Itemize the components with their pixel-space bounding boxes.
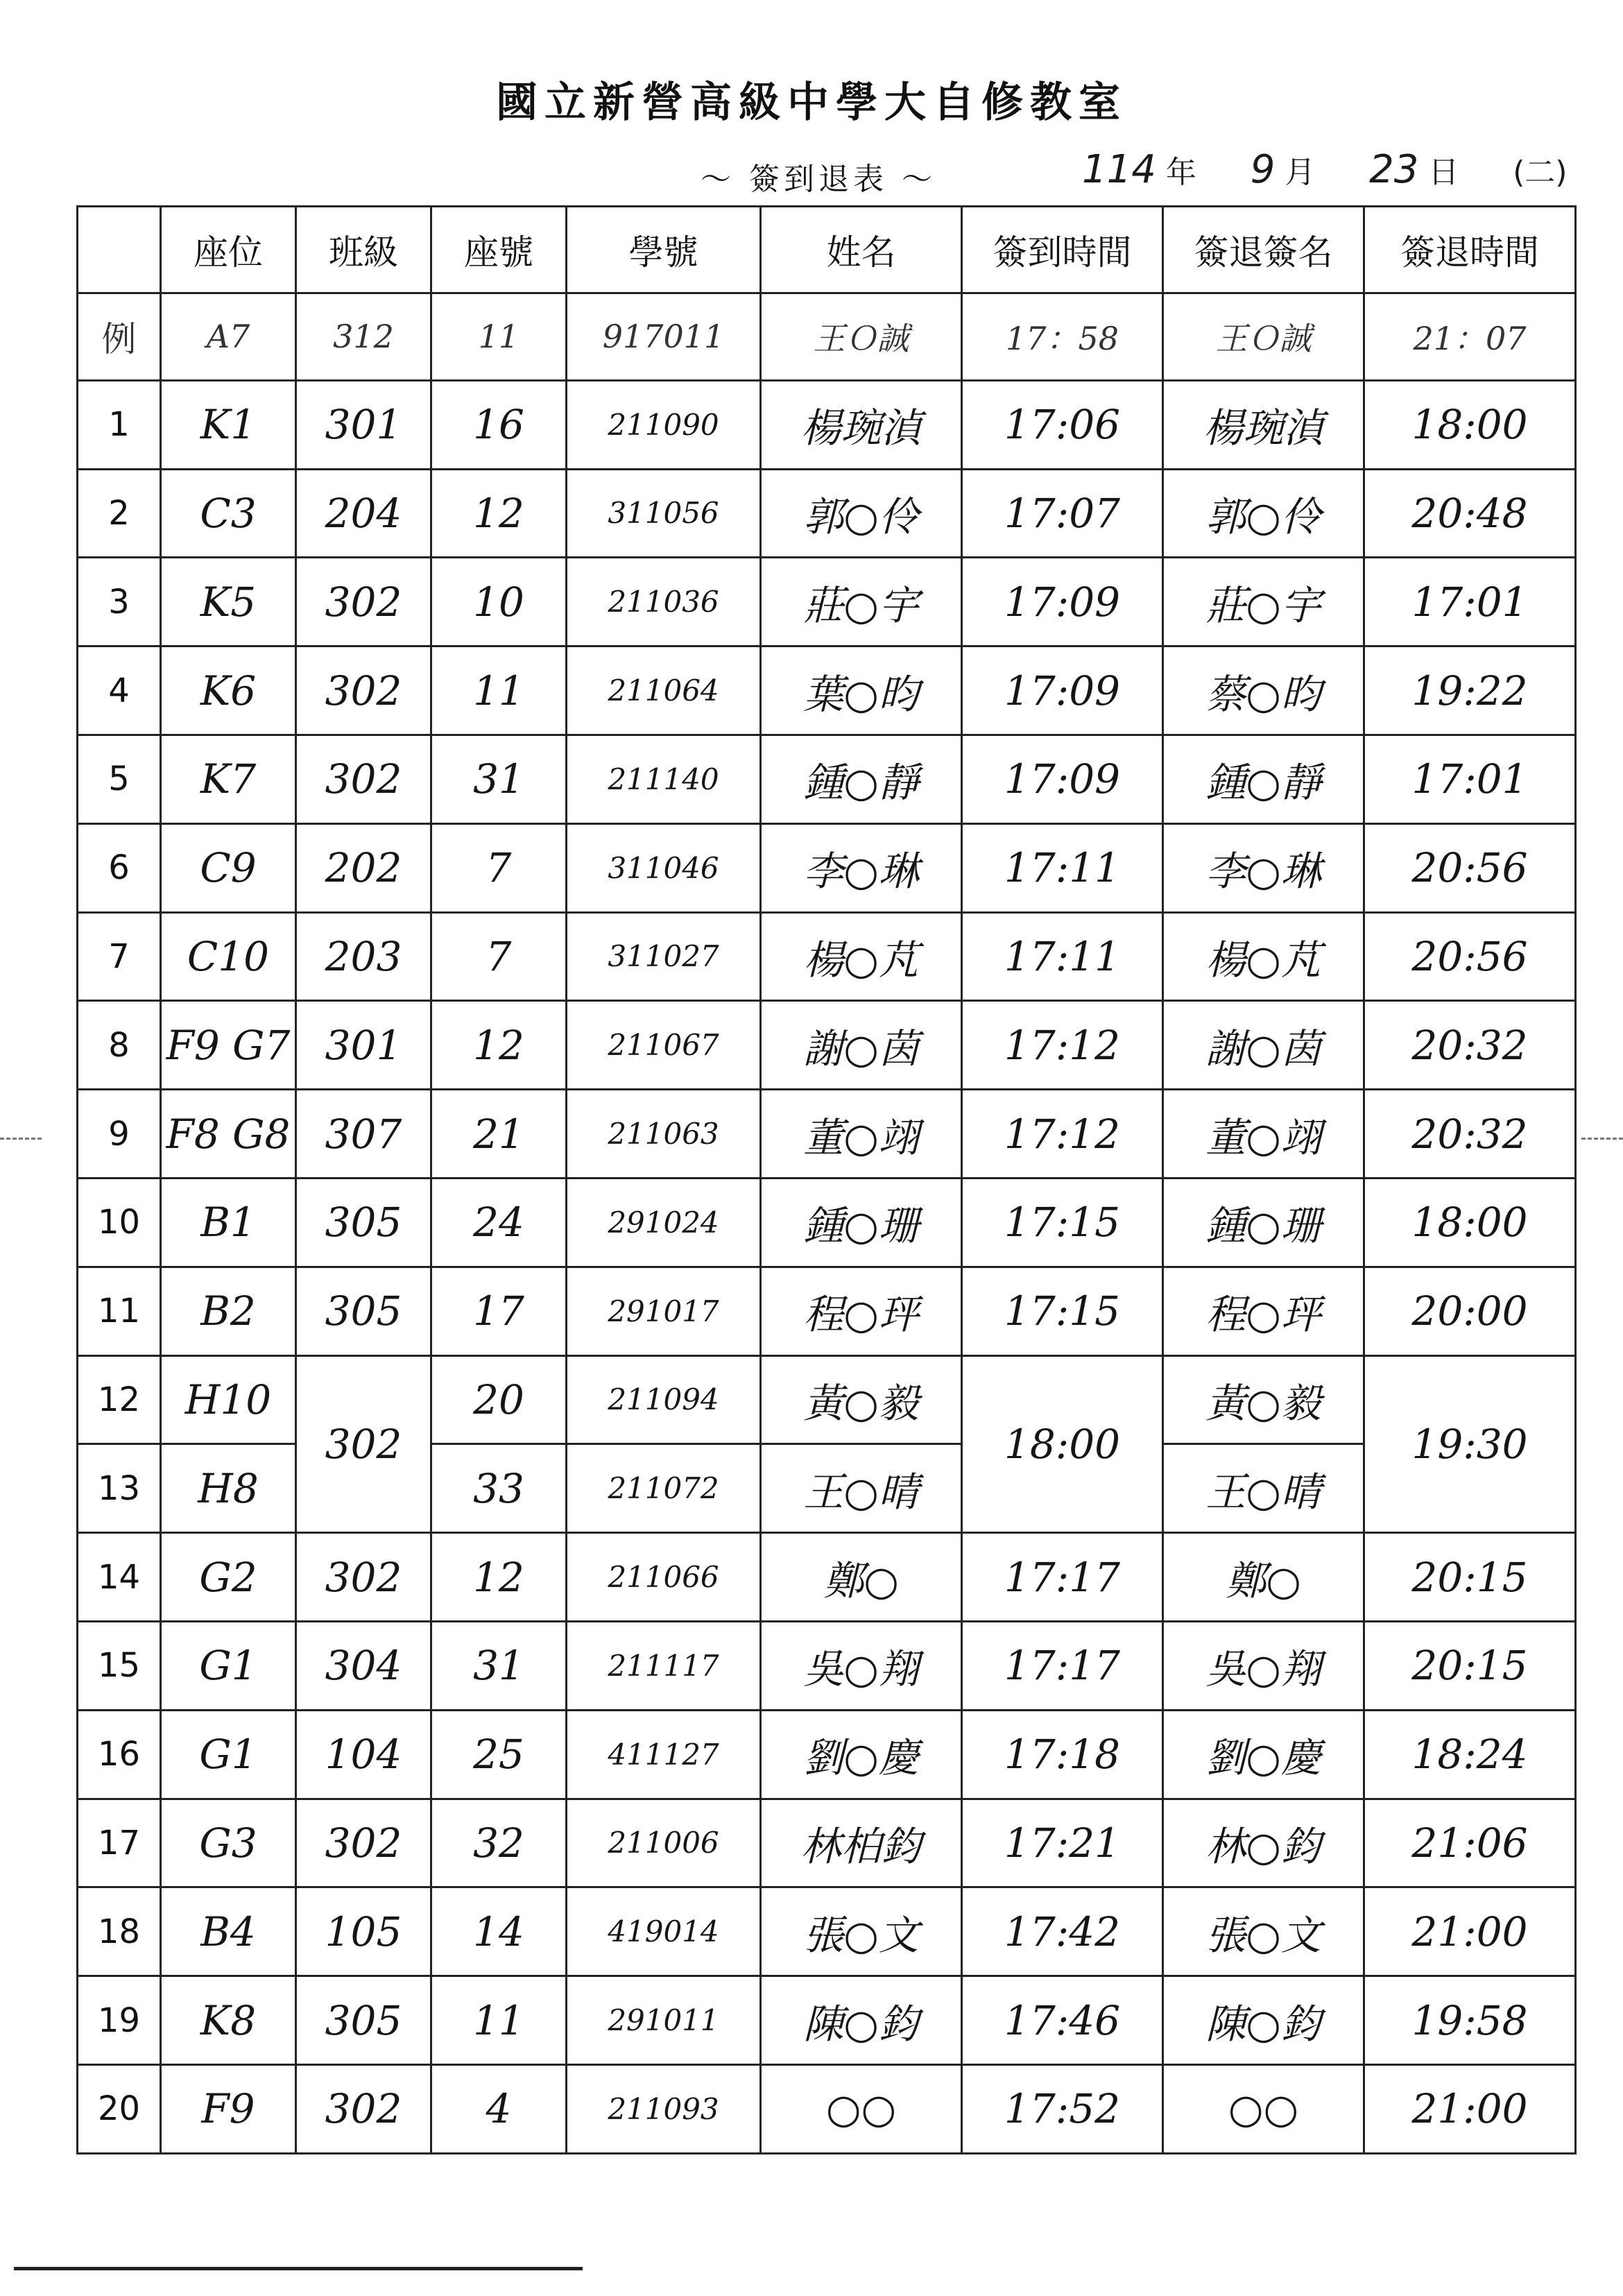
name-cell[interactable]: 鍾○靜 <box>761 735 962 823</box>
checkout-cell[interactable]: 20:48 <box>1364 469 1576 558</box>
signature-cell[interactable]: 吳○翔 <box>1163 1621 1364 1710</box>
checkin-cell[interactable]: 17:12 <box>962 1001 1163 1090</box>
date-day-unit: 日 <box>1428 155 1459 190</box>
number-cell[interactable]: 25 <box>431 1710 567 1799</box>
seat-cell[interactable]: G3 <box>161 1799 296 1887</box>
class-cell[interactable]: 302 <box>296 2064 431 2153</box>
name-cell[interactable]: 莊○宇 <box>761 558 962 646</box>
checkin-cell[interactable]: 17:09 <box>962 735 1163 823</box>
number-cell[interactable]: 11 <box>431 1976 567 2065</box>
student-id-cell[interactable]: 291017 <box>567 1267 761 1355</box>
row-number: 14 <box>78 1533 161 1622</box>
header-row <box>78 207 1576 293</box>
column-header-number: 座號 <box>431 207 567 293</box>
seat-cell[interactable]: B2 <box>161 1267 296 1355</box>
row-number: 13 <box>78 1444 161 1533</box>
table-row <box>78 1621 1576 1710</box>
number-cell[interactable]: 4 <box>431 2064 567 2153</box>
checkin-cell[interactable]: 17:15 <box>962 1267 1163 1355</box>
signature-cell[interactable]: 郭○伶 <box>1163 469 1364 558</box>
checkin-cell[interactable]: 17:18 <box>962 1710 1163 1799</box>
number-cell[interactable]: 24 <box>431 1178 567 1267</box>
checkout-cell[interactable]: 20:00 <box>1364 1267 1576 1355</box>
class-cell[interactable]: 302 <box>296 646 431 735</box>
date-month[interactable]: 9 <box>1250 147 1276 192</box>
signature-cell[interactable]: 張○文 <box>1163 1887 1364 1976</box>
example-student-id: 917011 <box>567 293 761 381</box>
seat-cell[interactable]: F8 G8 <box>161 1090 296 1179</box>
table-row <box>78 469 1576 558</box>
checkout-cell[interactable]: 20:56 <box>1364 912 1576 1001</box>
signature-cell[interactable]: 李○琳 <box>1163 823 1364 912</box>
student-id-cell[interactable]: 211090 <box>567 380 761 469</box>
class-cell[interactable]: 302 <box>296 1533 431 1622</box>
checkout-cell[interactable]: 19:30 <box>1364 1355 1576 1533</box>
name-cell[interactable]: 郭○伶 <box>761 469 962 558</box>
name-cell[interactable]: 楊琬湞 <box>761 380 962 469</box>
class-cell[interactable]: 302 <box>296 1799 431 1887</box>
checkin-cell[interactable]: 17:07 <box>962 469 1163 558</box>
checkout-cell[interactable]: 18:24 <box>1364 1710 1576 1799</box>
name-cell[interactable]: 吳○翔 <box>761 1621 962 1710</box>
name-cell[interactable]: 劉○慶 <box>761 1710 962 1799</box>
seat-cell[interactable]: C9 <box>161 823 296 912</box>
seat-cell[interactable]: K1 <box>161 380 296 469</box>
class-cell[interactable]: 304 <box>296 1621 431 1710</box>
form-date <box>1082 147 1609 192</box>
seat-cell[interactable]: F9 <box>161 2064 296 2153</box>
name-cell[interactable]: 鍾○珊 <box>761 1178 962 1267</box>
checkout-cell[interactable]: 20:56 <box>1364 823 1576 912</box>
table-row <box>78 912 1576 1001</box>
seat-cell[interactable]: K7 <box>161 735 296 823</box>
seat-cell[interactable]: K6 <box>161 646 296 735</box>
student-id-cell[interactable]: 211140 <box>567 735 761 823</box>
checkin-cell[interactable]: 17:52 <box>962 2064 1163 2153</box>
signature-cell[interactable]: 鄭○ <box>1163 1533 1364 1622</box>
column-header-class: 班級 <box>296 207 431 293</box>
number-cell[interactable]: 12 <box>431 1533 567 1622</box>
page-title: 國立新營高級中學大自修教室 <box>496 78 1127 127</box>
checkin-cell[interactable]: 17:17 <box>962 1621 1163 1710</box>
column-header-name: 姓名 <box>761 207 962 293</box>
date-month-unit: 月 <box>1285 155 1316 190</box>
seat-cell[interactable]: K8 <box>161 1976 296 2065</box>
column-header-seat: 座位 <box>161 207 296 293</box>
signature-cell[interactable]: 黃○毅 <box>1163 1355 1364 1444</box>
seat-cell[interactable]: G2 <box>161 1533 296 1622</box>
table-row <box>78 1799 1576 1887</box>
checkout-cell[interactable]: 18:00 <box>1364 380 1576 469</box>
signature-cell[interactable]: 鍾○珊 <box>1163 1178 1364 1267</box>
row-number: 20 <box>78 2064 161 2153</box>
student-id-cell[interactable]: 211067 <box>567 1001 761 1090</box>
number-cell[interactable]: 16 <box>431 380 567 469</box>
seat-cell[interactable]: G1 <box>161 1621 296 1710</box>
class-cell[interactable]: 105 <box>296 1887 431 1976</box>
student-id-cell[interactable]: 211063 <box>567 1090 761 1179</box>
checkin-cell[interactable]: 17:21 <box>962 1799 1163 1887</box>
name-cell[interactable]: 張○文 <box>761 1887 962 1976</box>
date-weekday: (二) <box>1513 155 1568 190</box>
number-cell[interactable]: 32 <box>431 1799 567 1887</box>
seat-cell[interactable]: G1 <box>161 1710 296 1799</box>
signature-cell[interactable]: 楊○芃 <box>1163 912 1364 1001</box>
example-signature: 王Ｏ誠 <box>1163 293 1364 381</box>
number-cell[interactable]: 31 <box>431 1621 567 1710</box>
table-row <box>78 1267 1576 1355</box>
student-id-cell[interactable]: 211066 <box>567 1533 761 1622</box>
number-cell[interactable]: 10 <box>431 558 567 646</box>
checkout-cell[interactable]: 21:00 <box>1364 2064 1576 2153</box>
row-number: 18 <box>78 1887 161 1976</box>
checkin-cell[interactable]: 17:06 <box>962 380 1163 469</box>
seat-cell[interactable]: H8 <box>161 1444 296 1533</box>
student-id-cell[interactable]: 311046 <box>567 823 761 912</box>
checkout-cell[interactable]: 18:00 <box>1364 1178 1576 1267</box>
seat-cell[interactable]: B1 <box>161 1178 296 1267</box>
table-row <box>78 646 1576 735</box>
student-id-cell[interactable]: 211117 <box>567 1621 761 1710</box>
number-cell[interactable]: 12 <box>431 469 567 558</box>
example-name: 王Ｏ誠 <box>761 293 962 381</box>
name-cell[interactable]: 謝○茵 <box>761 1001 962 1090</box>
checkout-cell[interactable]: 20:32 <box>1364 1090 1576 1179</box>
checkin-cell[interactable]: 17:12 <box>962 1090 1163 1179</box>
seat-cell[interactable]: H10 <box>161 1355 296 1444</box>
scan-mark-right <box>1581 1138 1623 1140</box>
signature-cell[interactable]: ○○ <box>1163 2064 1364 2153</box>
example-class: 312 <box>296 293 431 381</box>
number-cell[interactable]: 7 <box>431 912 567 1001</box>
class-cell[interactable]: 204 <box>296 469 431 558</box>
seat-cell[interactable]: F9 G7 <box>161 1001 296 1090</box>
class-cell[interactable]: 301 <box>296 1001 431 1090</box>
class-cell[interactable]: 307 <box>296 1090 431 1179</box>
checkout-cell[interactable]: 21:00 <box>1364 1887 1576 1976</box>
class-cell[interactable]: 202 <box>296 823 431 912</box>
name-cell[interactable]: 董○翊 <box>761 1090 962 1179</box>
student-id-cell[interactable]: 211064 <box>567 646 761 735</box>
name-cell[interactable]: 程○玶 <box>761 1267 962 1355</box>
row-number: 7 <box>78 912 161 1001</box>
row-number: 9 <box>78 1090 161 1179</box>
checkin-cell[interactable]: 17:46 <box>962 1976 1163 2065</box>
column-header-signature: 簽退簽名 <box>1163 207 1364 293</box>
seat-cell[interactable]: C3 <box>161 469 296 558</box>
number-cell[interactable]: 21 <box>431 1090 567 1179</box>
example-label: 例 <box>78 293 161 381</box>
signature-cell[interactable]: 楊琬湞 <box>1163 380 1364 469</box>
table-row <box>78 1355 1576 1444</box>
checkin-cell[interactable]: 17:42 <box>962 1887 1163 1976</box>
checkin-cell[interactable]: 17:17 <box>962 1533 1163 1622</box>
row-number: 5 <box>78 735 161 823</box>
table-row <box>78 1887 1576 1976</box>
row-number: 3 <box>78 558 161 646</box>
column-header-student-id: 學號 <box>567 207 761 293</box>
table-row <box>78 1533 1576 1622</box>
row-number: 8 <box>78 1001 161 1090</box>
table-row <box>78 558 1576 646</box>
number-cell[interactable]: 7 <box>431 823 567 912</box>
name-cell[interactable]: 陳○鈞 <box>761 1976 962 2065</box>
row-number: 6 <box>78 823 161 912</box>
date-year[interactable]: 114 <box>1082 147 1156 192</box>
signature-cell[interactable]: 鍾○靜 <box>1163 735 1364 823</box>
checkin-cell[interactable]: 17:11 <box>962 823 1163 912</box>
checkout-cell[interactable]: 17:01 <box>1364 558 1576 646</box>
number-cell[interactable]: 14 <box>431 1887 567 1976</box>
number-cell[interactable]: 31 <box>431 735 567 823</box>
name-cell[interactable]: 黃○毅 <box>761 1355 962 1444</box>
checkin-cell[interactable]: 17:15 <box>962 1178 1163 1267</box>
table-row <box>78 1001 1576 1090</box>
row-number: 10 <box>78 1178 161 1267</box>
table-row <box>78 1090 1576 1179</box>
student-id-cell[interactable]: 211072 <box>567 1444 761 1533</box>
example-seat: A7 <box>161 293 296 381</box>
row-number: 1 <box>78 380 161 469</box>
row-number: 2 <box>78 469 161 558</box>
example-number: 11 <box>431 293 567 381</box>
scan-mark-left <box>0 1138 42 1140</box>
table-row <box>78 380 1576 469</box>
student-id-cell[interactable]: 291011 <box>567 1976 761 2065</box>
name-cell[interactable]: 王○晴 <box>761 1444 962 1533</box>
class-cell[interactable]: 305 <box>296 1267 431 1355</box>
number-cell[interactable]: 17 <box>431 1267 567 1355</box>
checkin-cell[interactable]: 17:11 <box>962 912 1163 1001</box>
example-checkin: 17：58 <box>962 293 1163 381</box>
class-cell[interactable]: 302 <box>296 558 431 646</box>
class-cell[interactable]: 305 <box>296 1976 431 2065</box>
signature-cell[interactable]: 王○晴 <box>1163 1444 1364 1533</box>
student-id-cell[interactable]: 311056 <box>567 469 761 558</box>
student-id-cell[interactable]: 311027 <box>567 912 761 1001</box>
table-row <box>78 823 1576 912</box>
date-year-unit: 年 <box>1165 155 1196 190</box>
seat-cell[interactable]: B4 <box>161 1887 296 1976</box>
student-id-cell[interactable]: 211094 <box>567 1355 761 1444</box>
table-row <box>78 1976 1576 2065</box>
column-header-checkin: 簽到時間 <box>962 207 1163 293</box>
class-cell[interactable]: 301 <box>296 380 431 469</box>
name-cell[interactable]: 葉○昀 <box>761 646 962 735</box>
name-cell[interactable]: 楊○芃 <box>761 912 962 1001</box>
student-id-cell[interactable]: 211006 <box>567 1799 761 1887</box>
checkout-cell[interactable]: 17:01 <box>1364 735 1576 823</box>
checkout-cell[interactable]: 20:15 <box>1364 1621 1576 1710</box>
checkin-cell[interactable]: 17:09 <box>962 558 1163 646</box>
column-header-checkout: 簽退時間 <box>1364 207 1576 293</box>
signature-cell[interactable]: 董○翊 <box>1163 1090 1364 1179</box>
row-number: 11 <box>78 1267 161 1355</box>
number-cell[interactable]: 11 <box>431 646 567 735</box>
signature-cell[interactable]: 陳○鈞 <box>1163 1976 1364 2065</box>
name-cell[interactable]: 林柏鈞 <box>761 1799 962 1887</box>
signature-cell[interactable]: 莊○宇 <box>1163 558 1364 646</box>
student-id-cell[interactable]: 411127 <box>567 1710 761 1799</box>
name-cell[interactable]: ○○ <box>761 2064 962 2153</box>
signature-cell[interactable]: 程○玶 <box>1163 1267 1364 1355</box>
class-cell[interactable]: 302 <box>296 1355 431 1533</box>
number-cell[interactable]: 20 <box>431 1355 567 1444</box>
table-row <box>78 735 1576 823</box>
table-row <box>78 1710 1576 1799</box>
class-cell[interactable]: 104 <box>296 1710 431 1799</box>
checkin-cell[interactable]: 18:00 <box>962 1355 1163 1533</box>
student-id-cell[interactable]: 291024 <box>567 1178 761 1267</box>
bottom-rule <box>14 2267 583 2270</box>
number-cell[interactable]: 12 <box>431 1001 567 1090</box>
signature-cell[interactable]: 林○鈞 <box>1163 1799 1364 1887</box>
row-number: 15 <box>78 1621 161 1710</box>
column-header-blank <box>78 207 161 293</box>
name-cell[interactable]: 鄭○ <box>761 1533 962 1622</box>
checkout-cell[interactable]: 19:22 <box>1364 646 1576 735</box>
student-id-cell[interactable]: 211093 <box>567 2064 761 2153</box>
row-number: 12 <box>78 1355 161 1444</box>
class-cell[interactable]: 302 <box>296 735 431 823</box>
example-row <box>78 293 1576 381</box>
checkout-cell[interactable]: 20:15 <box>1364 1533 1576 1622</box>
table-row <box>78 2064 1576 2153</box>
signature-cell[interactable]: 劉○慶 <box>1163 1710 1364 1799</box>
signature-cell[interactable]: 謝○茵 <box>1163 1001 1364 1090</box>
checkout-cell[interactable]: 19:58 <box>1364 1976 1576 2065</box>
row-number: 4 <box>78 646 161 735</box>
row-number: 16 <box>78 1710 161 1799</box>
student-id-cell[interactable]: 211036 <box>567 558 761 646</box>
row-number: 19 <box>78 1976 161 2065</box>
number-cell[interactable]: 33 <box>431 1444 567 1533</box>
signature-cell[interactable]: 蔡○昀 <box>1163 646 1364 735</box>
date-day[interactable]: 23 <box>1369 147 1419 192</box>
checkout-cell[interactable]: 20:32 <box>1364 1001 1576 1090</box>
row-number: 17 <box>78 1799 161 1887</box>
checkin-cell[interactable]: 17:09 <box>962 646 1163 735</box>
class-cell[interactable]: 305 <box>296 1178 431 1267</box>
student-id-cell[interactable]: 419014 <box>567 1887 761 1976</box>
form-subtitle: ～ 簽到退表 ～ <box>701 162 936 197</box>
seat-cell[interactable]: K5 <box>161 558 296 646</box>
sign-in-table <box>76 205 1577 2154</box>
class-cell[interactable]: 203 <box>296 912 431 1001</box>
name-cell[interactable]: 李○琳 <box>761 823 962 912</box>
checkout-cell[interactable]: 21:06 <box>1364 1799 1576 1887</box>
table-row <box>78 1178 1576 1267</box>
example-checkout: 21：07 <box>1364 293 1576 381</box>
seat-cell[interactable]: C10 <box>161 912 296 1001</box>
